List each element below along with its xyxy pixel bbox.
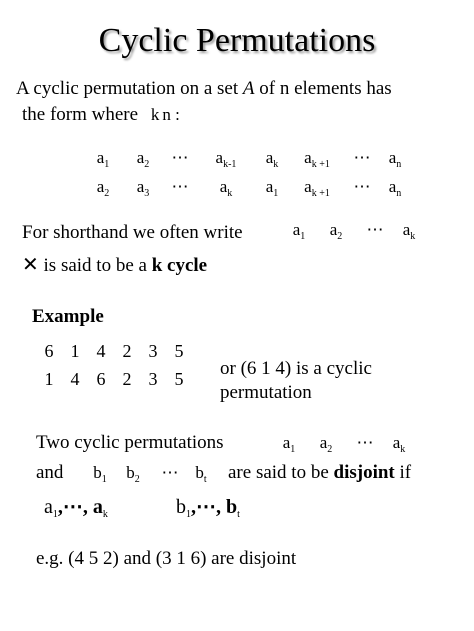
- perm-bottom-cell: $a_1$: [265, 177, 279, 199]
- disjoint-if: if: [394, 462, 412, 483]
- example-bottom-cell: 2: [122, 369, 132, 389]
- intro-text-pre: A cyclic permutation on a set: [16, 78, 243, 99]
- slide-title: Cyclic Permutations: [98, 22, 376, 59]
- intro-set-name: A: [242, 78, 255, 99]
- kcycle-bold: k cycle: [151, 255, 208, 276]
- perm-bottom-cell: $a_{k +1}$: [304, 177, 330, 199]
- perm-row-top: [82, 148, 410, 170]
- example-heading: Example: [32, 306, 104, 327]
- intro-text-line2: the form where: [22, 104, 139, 125]
- perm-top-cell: ⋯: [353, 148, 371, 167]
- perm-bottom-cell: $a_k$: [219, 177, 233, 199]
- perm-bottom-cell: ⋯: [171, 177, 189, 196]
- perm-row-bottom: [82, 177, 410, 199]
- example-top-cell: 6: [44, 341, 54, 361]
- shorthand-cycle: [282, 220, 424, 242]
- shorthand-cell: $a_2$: [329, 220, 343, 242]
- perm-top-cell: $a_{k +1}$: [304, 148, 330, 170]
- intro-line-1: [16, 78, 392, 100]
- perm-bottom-cell: $a_3$: [136, 177, 150, 199]
- disjoint-bold: disjoint: [333, 462, 395, 483]
- perm-bottom-cell: ⋯: [353, 177, 371, 196]
- perm-top-cell: $a_2$: [136, 148, 150, 170]
- example-bottom-cell: 1: [44, 369, 54, 389]
- shorthand-cell: ⋯: [366, 220, 384, 239]
- disjoint-b-cycle: [86, 463, 214, 485]
- disjoint-b-cell: $b_t$: [195, 463, 207, 485]
- set-b-expr: $b_1,\cdots$, $b_t$: [176, 496, 240, 520]
- perm-top-cell: $a_1$: [96, 148, 110, 170]
- disjoint-and: and: [36, 462, 64, 483]
- example-bottom-cell: 4: [70, 369, 80, 389]
- perm-bottom-cell: $a_2$: [96, 177, 110, 199]
- example-bottom-cell: 6: [96, 369, 106, 389]
- intro-text-post: of n elements has: [254, 78, 392, 99]
- example-top-cell: 5: [174, 341, 184, 361]
- perm-bottom-cell: $a_n$: [388, 177, 402, 199]
- set-a-expr: $a_1,\cdots$, $a_k$: [44, 496, 108, 520]
- shorthand-cell: $a_1$: [292, 220, 306, 242]
- perm-top-cell: $a_k$: [265, 148, 279, 170]
- disjoint-a-cell: $a_2$: [319, 433, 333, 455]
- disjoint-line-1: Two cyclic permutations: [36, 432, 224, 453]
- example-row-bottom: [36, 369, 192, 390]
- kcycle-line: [22, 252, 207, 277]
- disjoint-a-cycle: [272, 433, 414, 455]
- eg-text: e.g. (4 5 2) and (3 1 6) are disjoint: [36, 548, 297, 569]
- sigma-cross-icon: ✕: [22, 252, 39, 276]
- kcycle-text: is said to be a: [43, 255, 152, 276]
- perm-top-cell: $a_n$: [388, 148, 402, 170]
- perm-top-cell: $a_{k-1}$: [215, 148, 237, 170]
- disjoint-b-cell: $b_2$: [126, 463, 140, 485]
- disjoint-mid-text: are said to be: [228, 462, 334, 483]
- cond-k: k: [150, 105, 160, 124]
- cond-n: n :: [162, 105, 180, 124]
- shorthand-text: For shorthand we often write: [22, 222, 243, 243]
- perm-top-cell: ⋯: [171, 148, 189, 167]
- disjoint-a-cell: ⋯: [356, 433, 374, 452]
- shorthand-cell: $a_k$: [402, 220, 416, 242]
- example-or-line-1: or (6 1 4) is a cyclic: [220, 358, 372, 379]
- example-row-top: [36, 341, 192, 362]
- example-top-cell: 1: [70, 341, 80, 361]
- intro-line-2: [22, 104, 180, 126]
- example-bottom-cell: 5: [174, 369, 184, 389]
- example-top-cell: 4: [96, 341, 106, 361]
- disjoint-b-cell: ⋯: [161, 463, 179, 482]
- disjoint-b-cell: $b_1$: [93, 463, 107, 485]
- disjoint-text: [228, 462, 411, 484]
- example-top-cell: 3: [148, 341, 158, 361]
- disjoint-a-cell: $a_1$: [282, 433, 296, 455]
- disjoint-a-cell: $a_k$: [392, 433, 406, 455]
- example-or-line-2: permutation: [220, 382, 312, 403]
- example-top-cell: 2: [122, 341, 132, 361]
- example-bottom-cell: 3: [148, 369, 158, 389]
